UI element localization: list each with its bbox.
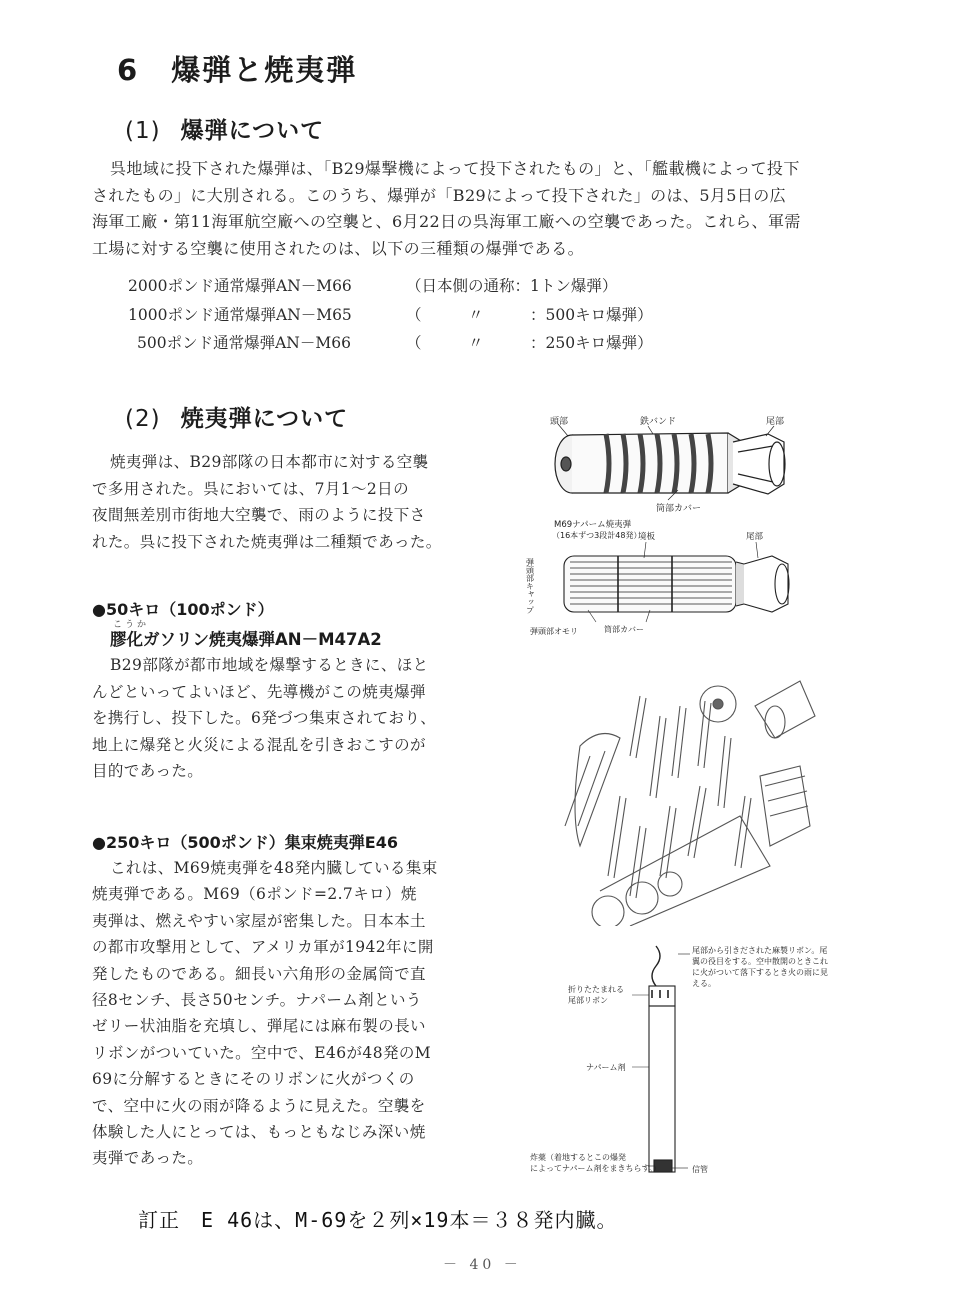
m69-cluster-weight: 弾頭部オモリ [530, 627, 578, 636]
type2-line: ゼリー状油脂を充填し、弾尾には麻布製の長い [92, 1017, 426, 1036]
bombs-heading-number: (1) [125, 118, 161, 144]
type1-line: を携行し、投下した。6発づつ集束されており、 [92, 709, 437, 727]
bombs-line: 海軍工廠・第11海軍航空廠への空襲と、6月22日の呉海軍工廠への空襲であった。これら、軍需 [92, 212, 801, 231]
m69-folded-2: 尾部リボン [568, 996, 608, 1005]
m69-ribbon-note-1: 尾部から引きだされた麻製リボン。尾 [692, 946, 828, 955]
bombs-line: 呉地域に投下された爆弾は、「B29爆撃機によって投下されたもの」と、「艦載機によって投下 [110, 159, 800, 178]
type2-line: 径8センチ、長さ50センチ。ナパーム剤という [92, 991, 422, 1010]
incendiary-heading [125, 400, 348, 433]
type2-heading: ●250キロ（500ポンド）集束焼夷弾E46 [92, 833, 398, 852]
bomb-type-row [128, 331, 653, 360]
bomb-type-name: 2000ポンド通常爆弾AN－M66 [128, 277, 352, 295]
type2-line: これは、M69焼夷弾を48発内臓している集束 [110, 859, 438, 877]
type1-heading: ●50キロ（100ポンド） [92, 600, 274, 619]
section-title [117, 48, 357, 89]
type2-line: リボンがついていた。空中で、E46が48発のM [92, 1043, 432, 1062]
e46-cutaway-illustration [526, 518, 801, 643]
bombs-heading [125, 112, 324, 145]
m69-napalm: ナパーム剤 [586, 1063, 626, 1072]
type2-line: 69に分解するときにそのリボンに火がつくの [92, 1070, 415, 1089]
incendiary-intro-line: 夜間無差別市街地大空襲で、雨のように投下さ [92, 506, 426, 524]
m69-cluster-title: M69ナパーム焼夷弾 [554, 520, 632, 530]
bomb-type-name: 500ポンド通常爆弾AN－M66 [137, 334, 351, 352]
bombs-heading-title: 爆弾について [180, 118, 325, 144]
type2-paragraph [92, 855, 477, 1172]
page-number: － 40 － [443, 1257, 522, 1273]
m69-cluster-tail: 尾部 [746, 532, 764, 542]
type2-line: 夷弾であった。 [92, 1149, 204, 1168]
type1-name: 膠化ガソリン焼夷爆弾AN－M47A2 [110, 630, 382, 649]
type2-line: 焼夷弾である。M69（6ポンド=2.7キロ）焼 [92, 885, 417, 904]
m69-folded-1: 折りたたまれる [568, 985, 624, 994]
bomb-types-list [128, 274, 653, 360]
bomb-type-note: （ 〃 ：250キロ爆弾） [406, 334, 653, 352]
bomb-type-name: 1000ポンド通常爆弾AN－M65 [128, 305, 352, 324]
m69-ribbon-note-3: に火がついて落下するとき火の雨に見 [692, 968, 828, 977]
bombs-line: 工場に対する空襲に使用されたのは、以下の三種類の爆弾である。 [92, 238, 585, 258]
incendiary-heading-number: (2) [125, 406, 161, 432]
bomb-type-note: （日本側の通称：1トン爆弾） [406, 277, 618, 295]
m69-fuze: 信管 [692, 1165, 708, 1174]
m69-ribbon-note-4: える。 [692, 979, 716, 988]
correction-note: 訂正 E 46は、M-69を２列×19本＝３８発内臓。 [138, 1208, 618, 1232]
bomb-type-row [128, 303, 653, 332]
incendiary-heading-title: 焼夷弾について [180, 406, 349, 432]
section-title-text: 爆弾と焼夷弾 [171, 53, 358, 87]
bomb-type-row [128, 274, 653, 303]
m69-single-illustration [528, 940, 848, 1185]
incendiary-intro-line: 焼夷弾は、B29部隊の日本都市に対する空襲 [110, 453, 429, 471]
type1-line: 地上に爆発と火災による混乱を引きおこすのが [92, 735, 426, 754]
type2-line: 夷弾は、燃えやすい家屋が密集した。日本本土 [92, 911, 426, 930]
type1-line: B29部隊が都市地域を爆撃するときに、ほと [110, 656, 429, 674]
m69-cluster-cap: 弾頭部キャップ [526, 558, 535, 614]
type1-line: んどといってよいほど、先導機がこの焼夷爆弾 [92, 682, 426, 701]
m69-charge-1: 炸薬（着地するとこの爆発 [530, 1153, 626, 1162]
bombs-line: されたもの」に大別される。このうち、爆弾が「B29によって投下された」のは、5月5日の広 [92, 185, 787, 205]
type2-line: で、空中に火の雨が降るように見えた。空襲を [92, 1096, 426, 1115]
section-number: 6 [117, 53, 140, 87]
type1-ruby: こうか [113, 620, 150, 630]
incendiary-intro-line: れた。呉に投下された焼夷弾は二種類であった。 [92, 532, 442, 551]
m69-cluster-cover: 筒部カバー [604, 625, 644, 634]
incendiary-intro-line: で多用された。呉においては、7月1～2日の [92, 479, 409, 498]
e46-label-cover: 筒部カバー [656, 504, 702, 514]
type1-paragraph [92, 652, 477, 785]
m69-ribbon-note-2: 翼の役目をする。空中散開のときこれ [692, 957, 828, 966]
bombs-paragraph [92, 156, 872, 262]
type2-line: 体験した人にとっては、もっともなじみ深い焼 [92, 1123, 426, 1142]
type1-line: 目的であった。 [92, 762, 204, 780]
m69-cluster-count: （16本ずつ3段計48発） [552, 531, 642, 540]
type2-line: の都市攻撃用として、アメリカ軍が1942年に開 [92, 938, 434, 957]
m69-cluster-baffle: 境板 [638, 532, 656, 542]
e46-label-tail: 尾部 [766, 417, 785, 427]
e46-label-head: 頭部 [550, 417, 569, 427]
type2-line: 発したものである。細長い六角形の金属筒で直 [92, 964, 426, 983]
incendiary-intro [92, 449, 477, 555]
m69-scatter-illustration [560, 676, 820, 926]
bomb-type-note: （ 〃 ：500キロ爆弾） [406, 305, 653, 324]
m69-charge-2: によってナパーム剤をまきちらす。） [530, 1164, 661, 1173]
e46-exterior-illustration [528, 412, 798, 517]
e46-label-band: 鉄バンド [640, 417, 677, 427]
